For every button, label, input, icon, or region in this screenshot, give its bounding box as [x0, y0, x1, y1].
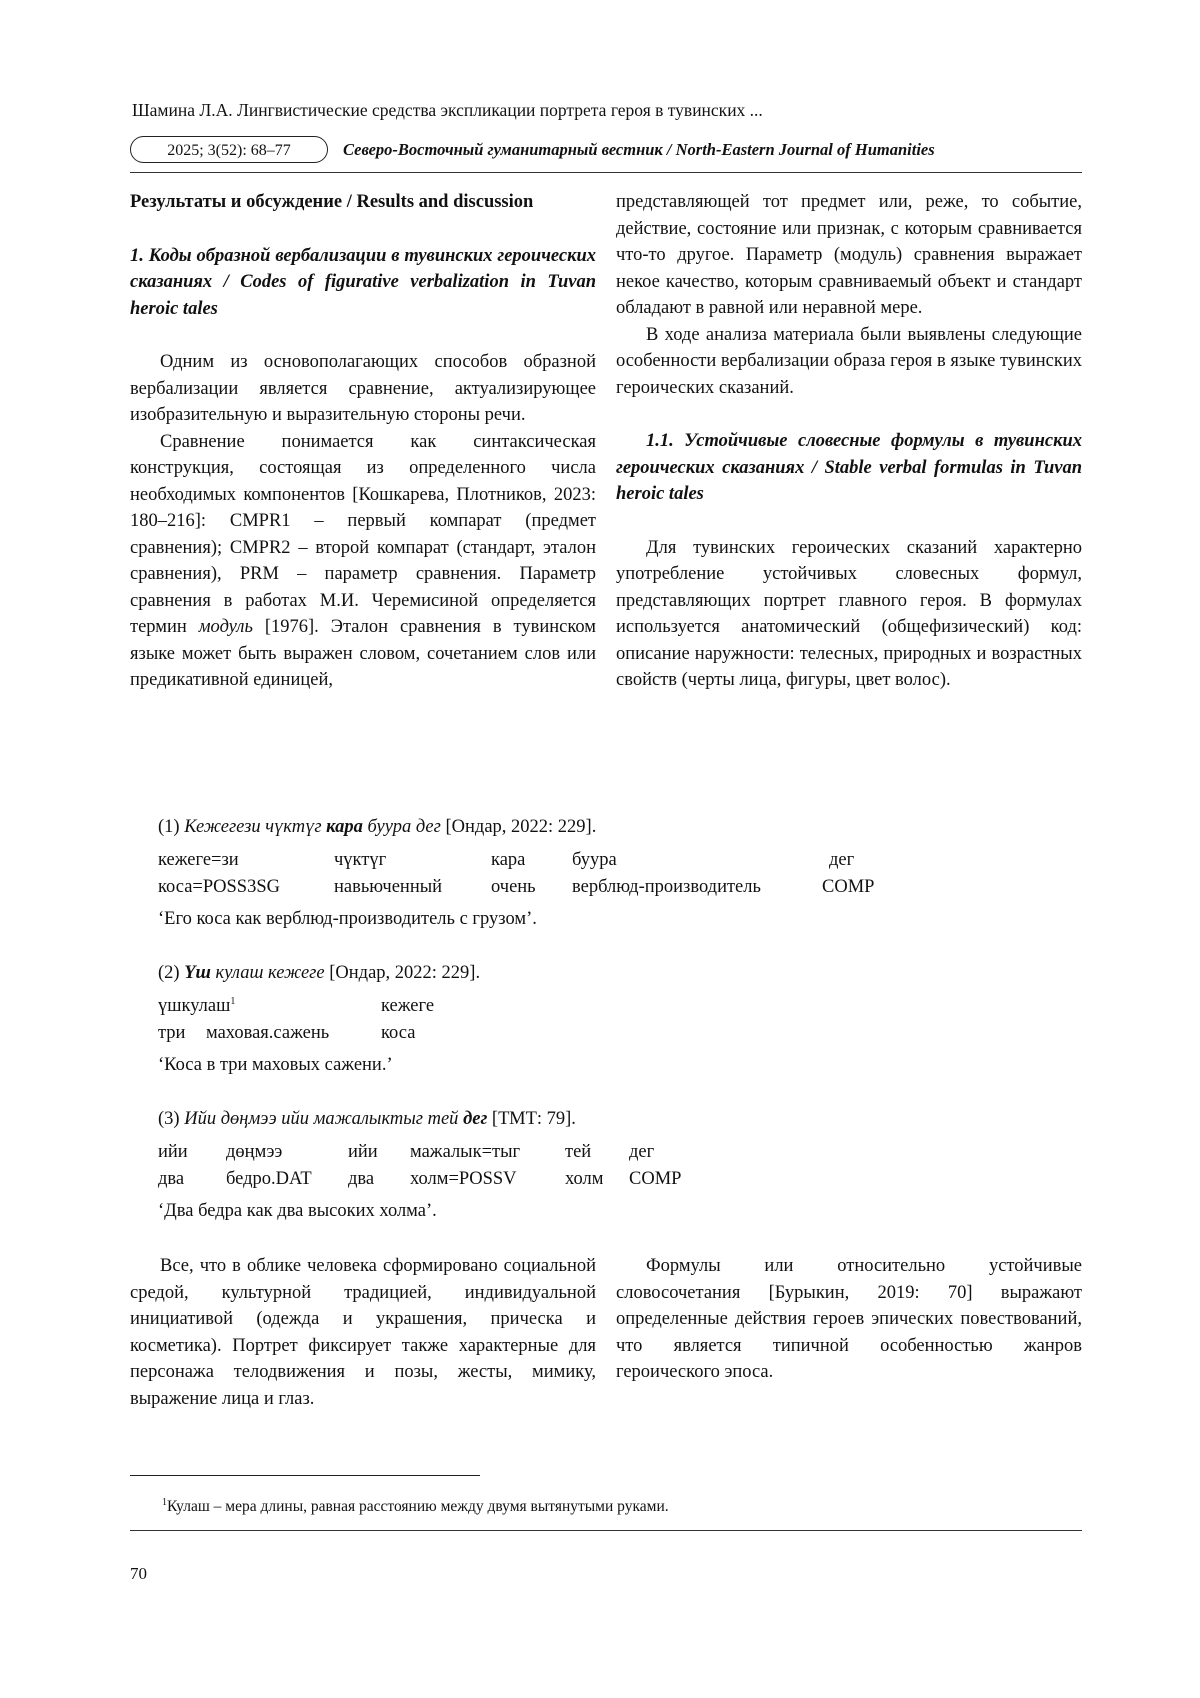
example-text: буура дег: [367, 817, 441, 837]
example-number: (2): [158, 963, 180, 983]
subsection-heading: 1.1. Устойчивые словесные формулы в тувинских героических сказаниях / Stable verbal formulas in Tuvan heroic tales: [616, 431, 1082, 504]
gloss-label: маховая.сажень: [206, 1023, 330, 1043]
footnote-rule: [130, 1475, 480, 1476]
footnote-mark: 1: [162, 1496, 167, 1508]
paragraph: Для тувинских героических сказаний характерно употребление устойчивых словесных формул, представляющих портрет главного героя. В формулах используется анатомический (общефизический) код: описание наружности: телесных, природных и возрастных свойств (черты лица, фигуры, цвет волос).: [616, 537, 1082, 690]
bottom-left-column: [130, 1253, 596, 1412]
gloss-word: кежеге: [381, 996, 435, 1016]
gloss-label: коса: [381, 1023, 416, 1043]
gloss-label: очень: [491, 877, 536, 897]
journal-title: Северо-Восточный гуманитарный вестник / North-Eastern Journal of Humanities: [343, 140, 935, 159]
example-translation: ‘Коса в три маховых сажени.’: [158, 1055, 393, 1075]
page-number: 70: [130, 1564, 147, 1583]
footer-rule: [130, 1530, 1082, 1531]
gloss-word: буура: [572, 850, 617, 870]
paragraph: В ходе анализа материала были выявлены следующие особенности вербализации образа героя в языке тувинских героических сказаний.: [616, 324, 1082, 398]
left-column: [130, 189, 596, 694]
gloss-label: COMP: [629, 1169, 682, 1189]
gloss-label: холм=POSSV: [410, 1169, 517, 1189]
paragraph-text: Сравнение понимается как синтаксическая конструкция, состоящая из определенного числа необходимых компонентов [Кошкарева, Плотников, 2023: 180–216]: CMPR1 – первый компарат (предмет сравнения); CMPR2 – второй компарат (стандарт, эталон сравнения), PRM – параметр сравнения. Параметр сравнения в работах М.И. Черемисиной определяется термин: [130, 431, 596, 637]
example-translation: ‘Два бедра как два высоких холма’.: [158, 1201, 437, 1221]
gloss-label: коса=POSS3SG: [158, 877, 280, 897]
example-2-title: [158, 960, 480, 986]
gloss-word: дөңмээ: [226, 1142, 283, 1162]
gloss-word: дег: [629, 1142, 655, 1162]
example-reference: [Ондар, 2022: 229].: [445, 817, 597, 837]
paragraph: Одним из основополагающих способов образной вербализации является сравнение, актуализирующее изобразительную и выразительную стороны речи.: [130, 352, 596, 425]
gloss-label: два: [348, 1169, 375, 1189]
paragraph: представляющей тот предмет или, реже, то событие, действие, состояние или признак, с которым сравнивается что-то другое. Параметр (модуль) сравнения выражает некое качество, которым сравниваемый объект и стандарт обладают в равной или неравной мере.: [616, 192, 1082, 318]
gloss-label: верблюд-производитель: [572, 877, 761, 897]
footnote: [162, 1498, 669, 1516]
gloss-word: мажалык=тыг: [410, 1142, 521, 1162]
example-translation: ‘Его коса как верблюд-производитель с грузом’.: [158, 909, 537, 929]
gloss-word-text: үшкулаш: [158, 996, 231, 1016]
gloss-word: дег: [829, 850, 855, 870]
running-head: Шамина Л.А. Лингвистические средства экспликации портрета героя в тувинских ...: [132, 100, 763, 120]
example-emphasis: Үш: [184, 963, 211, 983]
gloss-label: два: [158, 1169, 185, 1189]
paragraph: Все, что в облике человека сформировано социальной средой, культурной традицией, индивидуальной инициативой (одежда и украшения, прическа и косметика). Портрет фиксирует также характерные для персонажа телодвижения и позы, жесты, мимику, выражение лица и глаз.: [130, 1256, 596, 1409]
footnote-text: Кулаш – мера длины, равная расстоянию между двумя вытянутыми руками.: [167, 1498, 669, 1515]
gloss-label: холм: [565, 1169, 604, 1189]
gloss-word: ийи: [158, 1142, 188, 1162]
example-reference: [ТМТ: 79].: [491, 1109, 576, 1129]
gloss-word: тей: [565, 1142, 592, 1162]
subsection-heading: 1. Коды образной вербализации в тувинских героических сказаниях / Codes of figurative verbalization in Tuvan heroic tales: [130, 245, 596, 319]
bottom-right-column: [616, 1253, 1082, 1386]
gloss-label: COMP: [822, 877, 875, 897]
example-text: кулаш кежеге: [215, 963, 325, 983]
example-emphasis: кара: [326, 817, 363, 837]
gloss-label: бедро.DAT: [226, 1169, 312, 1189]
gloss-word: кара: [491, 850, 526, 870]
paragraph: [130, 429, 596, 694]
example-emphasis: дег: [463, 1109, 488, 1129]
issue-badge: 2025; 3(52): 68–77: [130, 136, 328, 163]
gloss-word: ийи: [348, 1142, 378, 1162]
header-rule: [130, 172, 1082, 173]
example-text: Ийи дөңмээ ийи мажалыктыг тей: [184, 1109, 459, 1129]
example-number: (1): [158, 817, 180, 837]
gloss-label: навьюченный: [334, 877, 443, 897]
gloss-label: три: [158, 1023, 186, 1043]
footnote-mark: 1: [230, 995, 236, 1007]
example-1-title: [158, 814, 596, 840]
paragraph: Формулы или относительно устойчивые словосочетания [Бурыкин, 2019: 70] выражают определенные действия героев эпических повествований, что является типичной особенностью жанров героического эпоса.: [616, 1256, 1082, 1382]
term: модуль: [198, 617, 253, 637]
example-number: (3): [158, 1109, 180, 1129]
example-text: Кежегези чүктүг: [184, 817, 322, 837]
paragraph-text: [1976]. Эталон сравнения в тувинском языке может быть выражен словом, сочетанием слов или предикативной единицей,: [130, 617, 597, 690]
example-reference: [Ондар, 2022: 229].: [329, 963, 481, 983]
example-3-title: [158, 1106, 576, 1132]
gloss-word: чүктүг: [334, 850, 387, 870]
right-column: [616, 189, 1082, 694]
gloss-word: кежеге=зи: [158, 850, 239, 870]
section-heading: Результаты и обсуждение / Results and discussion: [130, 192, 534, 212]
gloss-word: [158, 996, 235, 1017]
